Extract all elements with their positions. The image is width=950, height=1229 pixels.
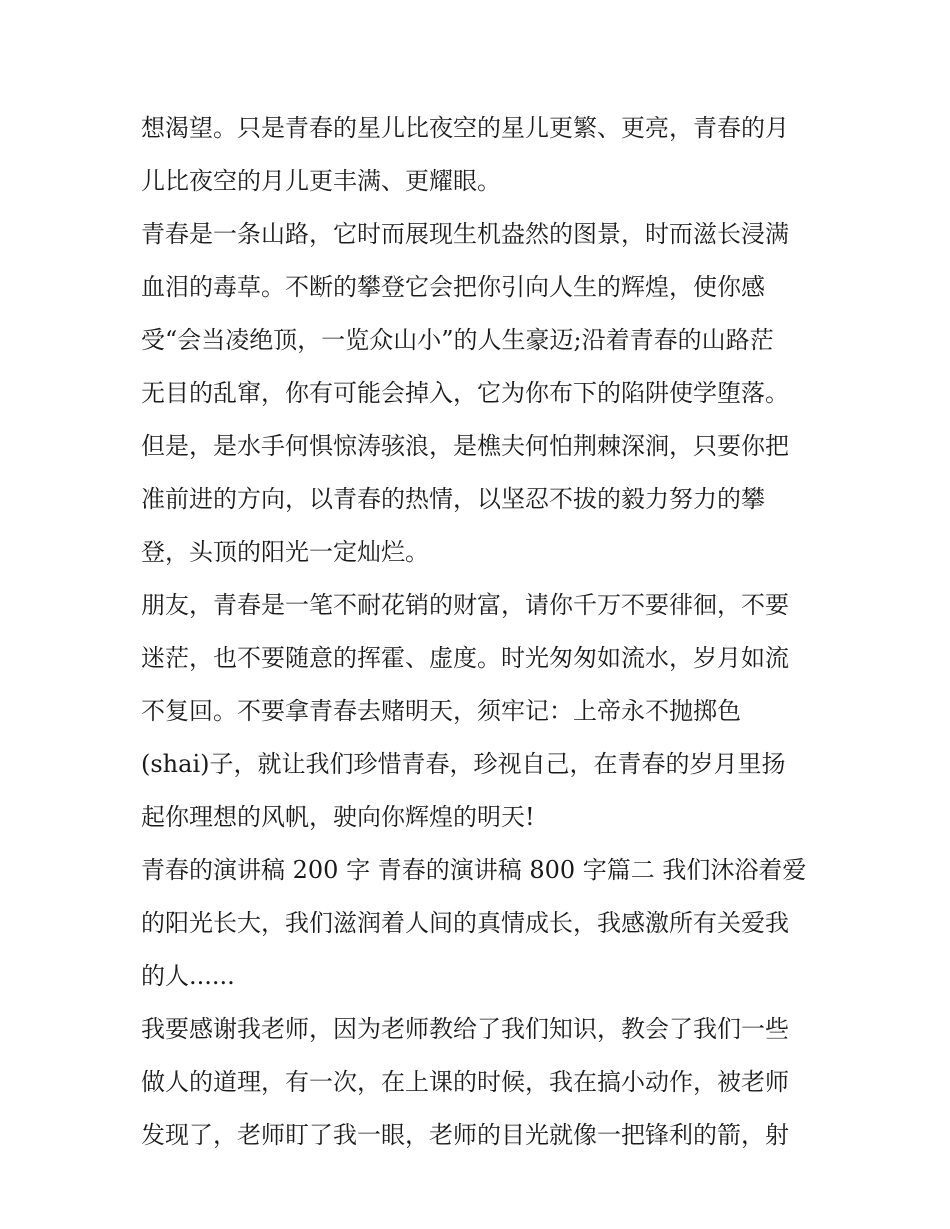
text-line: 青春的演讲稿 200 字 青春的演讲稿 800 字篇二 我们沐浴着爱: [141, 856, 807, 884]
text-line: 朋友，青春是一笔不耐花销的财富，请你千万不要徘徊，不要: [141, 591, 789, 619]
document-body: [141, 102, 821, 1162]
text-line: 无目的乱窜，你有可能会掉入，它为你布下的陷阱使学堕落。: [141, 379, 789, 407]
text-line: 不复回。不要拿青春去赌明天，须牢记：上帝永不抛掷色: [141, 697, 741, 725]
text-line: 登，头顶的阳光一定灿烂。: [141, 538, 429, 566]
text-line: 起你理想的风帆，驶向你辉煌的明天!: [141, 803, 535, 831]
text-line: 受“会当凌绝顶，一览众山小”的人生豪迈;沿着青春的山路茫: [141, 326, 774, 354]
text-line: 做人的道理，有一次，在上课的时候，我在搞小动作，被老师: [141, 1068, 789, 1096]
text-line: 迷茫，也不要随意的挥霍、虚度。时光匆匆如流水，岁月如流: [141, 644, 789, 672]
text-line: 的阳光长大，我们滋润着人间的真情成长，我感激所有关爱我: [141, 909, 789, 937]
text-line: 准前进的方向，以青春的热情，以坚忍不拔的毅力努力的攀: [141, 485, 765, 513]
text-line: (shai)子，就让我们珍惜青春，珍视自己，在青春的岁月里扬: [141, 750, 786, 778]
text-line: 血泪的毒草。不断的攀登它会把你引向人生的辉煌，使你感: [141, 273, 765, 301]
text-line: 我要感谢我老师，因为老师教给了我们知识，教会了我们一些: [141, 1015, 789, 1043]
text-line: 但是，是水手何惧惊涛骇浪，是樵夫何怕荆棘深涧，只要你把: [141, 432, 789, 460]
text-line: 发现了，老师盯了我一眼，老师的目光就像一把锋利的箭，射: [141, 1121, 789, 1149]
text-line: 想渴望。只是青春的星儿比夜空的星儿更繁、更亮，青春的月: [141, 114, 789, 142]
text-line: 儿比夜空的月儿更丰满、更耀眼。: [141, 167, 501, 195]
text-line: 的人......: [141, 962, 235, 990]
text-line: 青春是一条山路，它时而展现生机盎然的图景，时而滋长浸满: [141, 220, 789, 248]
